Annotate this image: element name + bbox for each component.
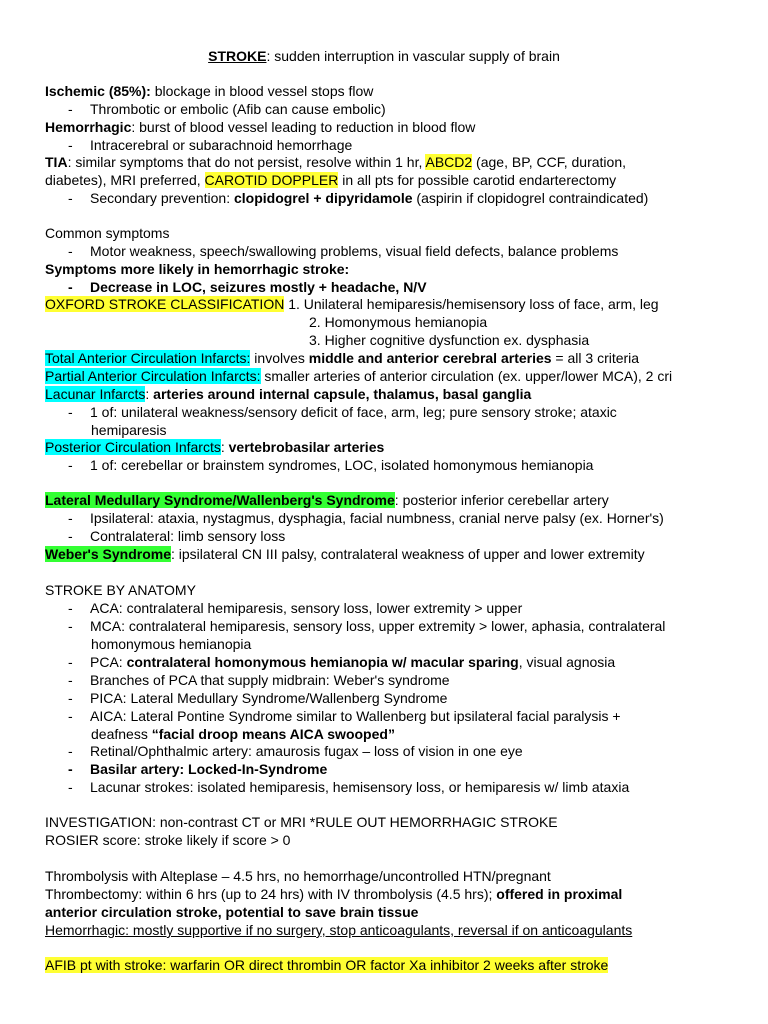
list-item-text: Thrombotic or embolic (Afib can cause embolic): [90, 101, 386, 117]
list-item-bold: clopidogrel + dipyridamole: [233, 190, 413, 206]
document-page: STROKE: sudden interruption in vascular supply of brain Ischemic (85%): blockage in blood vessel stops flow - Thrombotic or embolic (Afib can cause embolic) Hemorrhagic: burst of blood vessel leading to reduction in blood flow - Intracerebral or subarachnoid hemorrhage TIA: similar symptoms that do not persist, resolve within 1 hr, ABCD2 (age, BP, CCF, duration, diabetes), MRI preferred, CAROTID DOPPLER in all pts for possible carotid endarterectomy - Secondary prevention: clopidogrel + dipyridamole (aspirin if clopidogrel contraindicated) Common symptoms - Motor weakness, speech/swallowing problems, visual field defects, balance problems Symptoms more likely in hemorrhagic stroke: - Decrease in LOC, seizures mostly + headache, N/V OXFORD STROKE CLASSIFICATION 1. Unilateral hemiparesis/hemisensory loss of face, arm, leg 2. Homonymous hemianopia 3. Higher cognitive dysfunction ex. dysphasia Total Anterior Circulation Infarcts: involves middle and anterior cerebral arteries = all 3 criteria Partial Anterior Circulation Infarcts: smaller arteries of anterior circulation (ex. upper/lower MCA), 2 cri Lacunar Infarcts: arteries around internal capsule, thalamus, basal ganglia - 1 of: unilateral weakness/sensory deficit of face, arm, leg; pure sensory stroke; ataxic hemiparesis Posterior Circulation Infarcts: vertebrobasilar arteries - 1 of: cerebellar or brainstem syndromes, LOC, isolated homonymous hemianopia Lateral Medullary Syndrome/Wallenberg's Syndrome: posterior inferior cerebellar artery - Ipsilateral: ataxia, nystagmus, dysphagia, facial numbness, cranial nerve palsy (ex. Horner's) - Contralateral: limb sensory loss Weber's Syndrome: ipsilateral CN III palsy, contralateral weakness of upper and lower extremity STROKE BY ANATOMY - ACA: contralateral hemiparesis, sensory loss, lower extremity > upper - MCA: contralateral hemiparesis, sensory loss, upper extremity > lower, aphasia, contralateral homonymous hemianopia - PCA: contralateral homonymous hemianopia w/ macular sparing, visual agnosia - Branches of PCA that supply midbrain: Weber's syndrome - PICA: Lateral Medullary Syndrome/Wallenberg Syndrome - AICA: Lateral Pontine Syndrome similar to Wallenberg but ipsilateral facial paralysis + deafness “facial droop means AICA swooped” - Retinal/Ophthalmic artery: amaurosis fugax – loss of vision in one eye - Basilar artery: Locked-In-Syndrome - Lacunar strokes: isolated hemiparesis, hemisensory loss, or hemiparesis w/ limb ataxia INVESTIGATION: non-contrast CT or MRI *RULE OUT HEMORRHAGIC STROKE ROSIER score: stroke likely if score > 0 Thrombolysis with Alteplase – 4.5 hrs, no hemorrhage/uncontrolled HTN/pregnant Thrombectomy: within 6 hrs (up to 24 hrs) with IV thrombolysis (4.5 hrs); offered in proximal anterior circulation stroke, potential to save brain tissue Hemorrhagic: mostly supportive if no surgery, stop anticoagulants, reversal if on anticoagulants AFIB pt with stroke: warfarin OR direct thrombin OR factor Xa inhibitor 2 weeks after stroke: [0, 0, 768, 1024]
list-item-text: AICA: Lateral Pontine Syndrome similar to Wallenberg but ipsilateral facial paralysis +: [90, 708, 621, 724]
list-item-text: Intracerebral or subarachnoid hemorrhage: [90, 137, 353, 153]
paci-line: [45, 367, 672, 385]
title-label: STROKE: [208, 48, 267, 64]
list-item-text: PCA:: [90, 654, 127, 670]
poci-text: :: [220, 439, 229, 455]
list-item-text: Contralateral: limb sensory loss: [90, 528, 286, 544]
afib-highlight: AFIB pt with stroke: warfarin OR direct thrombin OR factor Xa inhibitor 2 weeks after stroke: [45, 957, 609, 973]
poci-line: [45, 438, 384, 456]
list-item-text: Basilar artery: Locked-In-Syndrome: [90, 761, 328, 777]
tia2-text-2: in all pts for possible carotid endarterectomy: [338, 172, 617, 188]
list-item-text: Motor weakness, speech/swallowing problems, visual field defects, balance problems: [90, 243, 619, 259]
list-item-text: 1 of: cerebellar or brainstem syndromes, LOC, isolated homonymous hemianopia: [90, 457, 594, 473]
ischemic-text: blockage in blood vessel stops flow: [150, 83, 374, 99]
tia-text: : similar symptoms that do not persist, resolve within 1 hr,: [67, 154, 426, 170]
list-item-text: Decrease in LOC, seizures mostly + headache, N/V: [90, 279, 427, 295]
hemorrhagic-text: : burst of blood vessel leading to reduction in blood flow: [131, 119, 476, 135]
thrombectomy-text: Thrombectomy: within 6 hrs (up to 24 hrs) with IV thrombolysis (4.5 hrs);: [45, 886, 497, 902]
laci-bold: arteries around internal capsule, thalamus, basal ganglia: [153, 386, 532, 402]
list-item-text-2: , visual agnosia: [518, 654, 616, 670]
afib-line: [45, 956, 608, 974]
tia-line-2: [45, 171, 616, 189]
thrombectomy-bold: offered in proximal: [496, 886, 623, 902]
carotid-doppler-highlight: CAROTID DOPPLER: [204, 172, 339, 188]
abcd2-highlight: ABCD2: [425, 154, 473, 170]
hemorrhagic-line: [45, 118, 475, 136]
list-item-continuation: hemiparesis: [91, 422, 167, 438]
taci-text: involves: [250, 350, 309, 366]
thrombolysis-line: Thrombolysis with Alteplase – 4.5 hrs, no hemorrhage/uncontrolled HTN/pregnant: [45, 868, 551, 884]
list-item-bold: “facial droop means AICA swooped”: [151, 726, 395, 742]
thrombectomy-line-2: anterior circulation stroke, potential to save brain tissue: [45, 904, 419, 920]
poci-bold: vertebrobasilar arteries: [228, 439, 385, 455]
list-item-text: MCA: contralateral hemiparesis, sensory loss, upper extremity > lower, aphasia, contralateral: [90, 618, 666, 634]
doc-title: [0, 47, 768, 65]
tia-line: [45, 153, 626, 171]
list-item-text: 1 of: unilateral weakness/sensory deficit of face, arm, leg; pure sensory stroke; ataxic: [90, 404, 617, 420]
list-item-text: PICA: Lateral Medullary Syndrome/Wallenberg Syndrome: [90, 690, 448, 706]
taci-text-2: = all 3 criteria: [551, 350, 640, 366]
lms-highlight: Lateral Medullary Syndrome/Wallenberg's Syndrome: [45, 492, 395, 508]
list-item-text: Branches of PCA that supply midbrain: Weber's syndrome: [90, 672, 450, 688]
weber-line: [45, 545, 645, 563]
weber-highlight: Weber's Syndrome: [45, 546, 171, 562]
tia-text-2: (age, BP, CCF, duration,: [472, 154, 626, 170]
hemorrhagic-management-line: Hemorrhagic: mostly supportive if no surgery, stop anticoagulants, reversal if on anticoagulants: [45, 922, 633, 938]
list-item-text: Ipsilateral: ataxia, nystagmus, dysphagia, facial numbness, cranial nerve palsy (ex. Horner's): [90, 510, 664, 526]
list-item-text: ACA: contralateral hemiparesis, sensory loss, lower extremity > upper: [90, 600, 523, 616]
lms-line: [45, 491, 609, 509]
list-item-text: Retinal/Ophthalmic artery: amaurosis fugax – loss of vision in one eye: [90, 743, 523, 759]
anatomy-heading: STROKE BY ANATOMY: [45, 582, 196, 598]
taci-line: [45, 349, 639, 367]
taci-highlight: Total Anterior Circulation Infarcts:: [45, 350, 251, 366]
oxford-item-2: 2. Homonymous hemianopia: [309, 314, 488, 330]
poci-highlight: Posterior Circulation Infarcts: [45, 439, 221, 455]
oxford-item-3: 3. Higher cognitive dysfunction ex. dysphasia: [309, 332, 590, 348]
oxford-highlight: OXFORD STROKE CLASSIFICATION: [45, 296, 285, 312]
paci-highlight: Partial Anterior Circulation Infarcts:: [45, 368, 261, 384]
hemorrhagic-label: Hemorrhagic: [45, 119, 132, 135]
laci-highlight: Lacunar Infarcts: [45, 386, 146, 402]
list-item-text: Secondary prevention:: [90, 190, 234, 206]
list-item-text: Lacunar strokes: isolated hemiparesis, hemisensory loss, or hemiparesis w/ limb ataxia: [90, 779, 630, 795]
investigation-line: INVESTIGATION: non-contrast CT or MRI *RULE OUT HEMORRHAGIC STROKE: [45, 814, 558, 830]
list-item-text-2: (aspirin if clopidogrel contraindicated): [412, 190, 649, 206]
taci-bold: middle and anterior cerebral arteries: [308, 350, 552, 366]
list-item-bold: contralateral homonymous hemianopia w/ macular sparing: [126, 654, 519, 670]
list-item-continuation: homonymous hemianopia: [91, 636, 252, 652]
thrombectomy-line: [45, 885, 622, 903]
weber-text: : ipsilateral CN III palsy, contralateral weakness of upper and lower extremity: [171, 546, 645, 562]
title-rest: : sudden interruption in vascular supply of brain: [266, 48, 560, 64]
rosier-line: ROSIER score: stroke likely if score > 0: [45, 832, 291, 848]
laci-text: :: [145, 386, 154, 402]
laci-line: [45, 385, 531, 403]
lms-text: : posterior inferior cerebellar artery: [394, 492, 609, 508]
common-heading: Common symptoms: [45, 225, 170, 241]
list-item-text: deafness: [91, 726, 152, 742]
tia2-text: diabetes), MRI preferred,: [45, 172, 205, 188]
ischemic-line: [45, 82, 373, 100]
oxford-item-1: 1. Unilateral hemiparesis/hemisensory loss of face, arm, leg: [284, 296, 659, 312]
oxford-line: [45, 295, 659, 313]
list-item-continuation: [91, 725, 395, 743]
ischemic-label: Ischemic (85%):: [45, 83, 151, 99]
hemo-symptoms-heading: Symptoms more likely in hemorrhagic stroke:: [45, 261, 350, 277]
paci-text: smaller arteries of anterior circulation (ex. upper/lower MCA), 2 cri: [260, 368, 673, 384]
tia-label: TIA: [45, 154, 68, 170]
